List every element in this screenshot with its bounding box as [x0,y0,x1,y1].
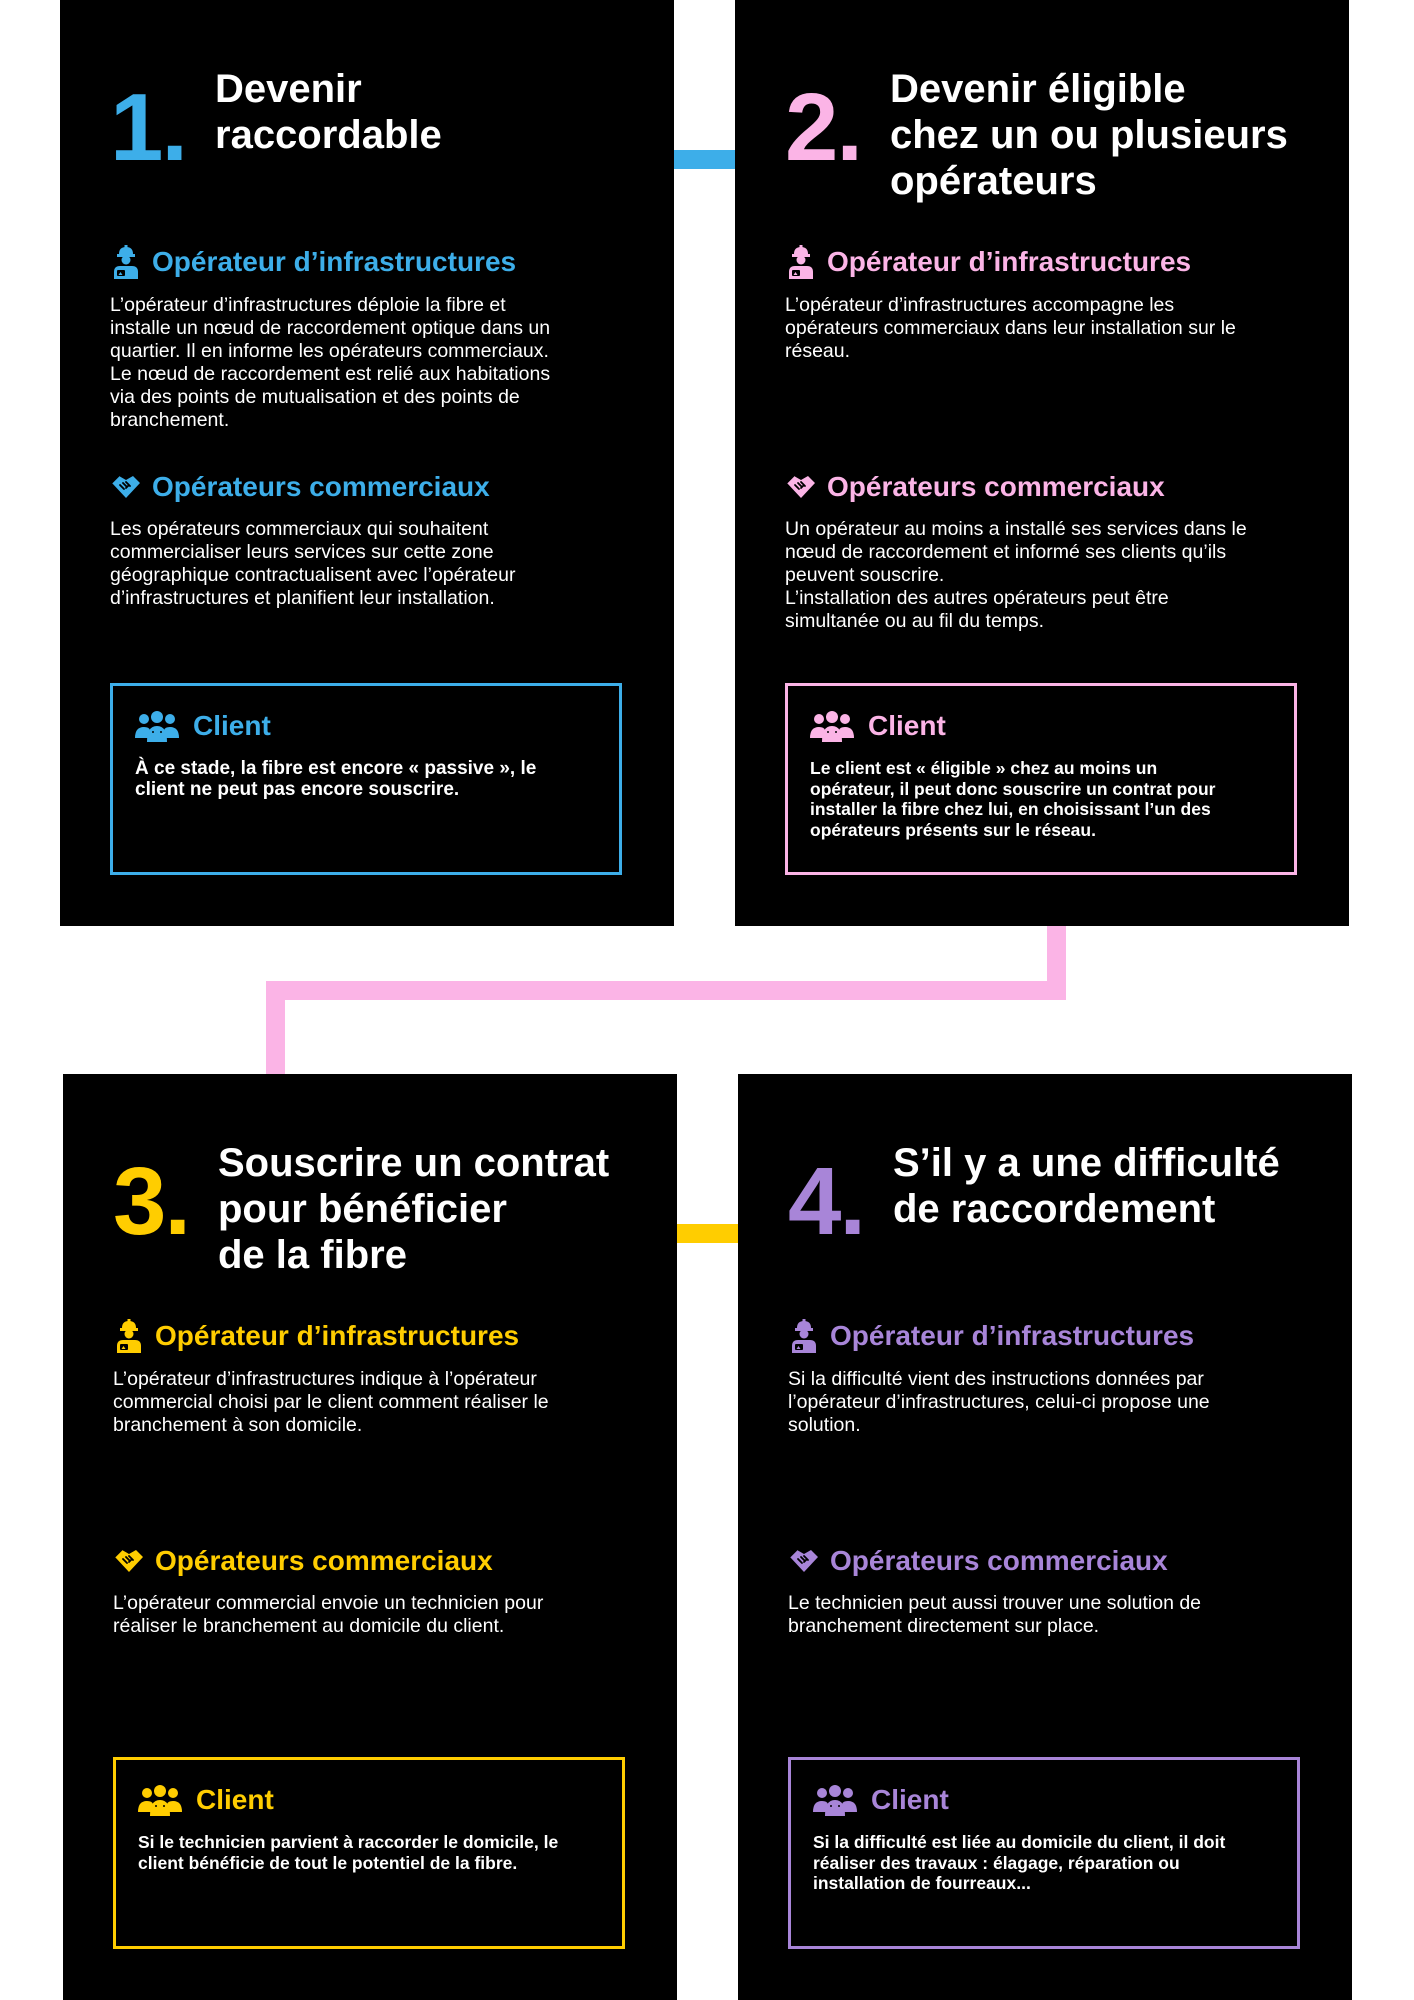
commercial-heading-label: Opérateurs commerciaux [827,471,1165,502]
client-text: Le client est « éligible » chez au moins un opérateur, il peut donc souscrire un contrat pour installer la fibre chez lui, en choisissant l’un des opérateurs présents sur le réseau. [810,758,1216,840]
commercial-heading [785,470,1165,504]
infra-heading-label: Opérateur d’infrastructures [155,1320,520,1351]
client-heading [138,1784,274,1816]
commercial-text: Les opérateurs commerciaux qui souhaitent commercialiser leurs services sur cette zone géographique contractualisent avec l’opérateur d’infrastructures et planifient leur installation. [110,518,516,609]
client-heading-label: Client [868,710,946,741]
client-box [110,683,622,875]
infra-heading-label: Opérateur d’infrastructures [152,246,517,277]
step-panel-4 [738,1074,1352,2000]
commercial-heading [113,1544,493,1578]
infra-heading [785,245,1191,279]
worker-helmet-icon [785,245,817,279]
client-text: Si le technicien parvient à raccorder le domicile, le client bénéficie de tout le potentiel de la fibre. [138,1832,559,1873]
infra-text: L’opérateur d’infrastructures indique à l’opérateur commercial choisi par le client comment réaliser le branchement à son domicile. [113,1368,549,1436]
step-panel-2 [735,0,1349,926]
connector-3-4 [676,1224,738,1243]
client-box [785,683,1297,875]
commercial-text: Le technicien peut aussi trouver une solution de branchement directement sur place. [788,1592,1202,1637]
connector-2-3-horizontal [266,981,1066,1000]
client-heading-label: Client [871,1784,949,1815]
worker-helmet-icon [788,1319,820,1353]
step-title: Devenir éligible chez un ou plusieurs opérateurs [890,67,1288,203]
client-text: Si la difficulté est liée au domicile du client, il doit réaliser des travaux : élagage, réparation ou installation de fourreaux... [813,1832,1226,1893]
client-heading-label: Client [193,710,271,741]
worker-helmet-icon [113,1319,145,1353]
client-box [788,1757,1300,1949]
infra-heading [113,1319,519,1353]
client-box [113,1757,625,1949]
infra-text: L’opérateur d’infrastructures accompagne les opérateurs commerciaux dans leur installation sur le réseau. [785,294,1236,362]
infra-heading [788,1319,1194,1353]
step-number: 3. [113,1148,190,1255]
client-heading [135,710,271,742]
commercial-heading [788,1544,1168,1578]
people-group-icon [813,1784,857,1816]
step-number: 1. [110,74,187,181]
worker-helmet-icon [110,245,142,279]
client-heading-label: Client [196,1784,274,1815]
step-title: S’il y a une difficulté de raccordement [893,1141,1280,1231]
commercial-heading [110,470,490,504]
commercial-text: Un opérateur au moins a installé ses services dans le nœud de raccordement et informé ses clients qu’ils peuvent souscrire. L’installation des autres opérateurs peut être simultanée ou au fil du temps. [785,518,1247,632]
connector-1-2 [673,150,735,169]
connector-2-3-vertical-left [266,981,285,1074]
handshake-icon [788,1544,820,1578]
step-panel-1 [60,0,674,926]
people-group-icon [810,710,854,742]
people-group-icon [138,1784,182,1816]
client-text: À ce stade, la fibre est encore « passive », le client ne peut pas encore souscrire. [135,758,537,800]
infra-text: Si la difficulté vient des instructions données par l’opérateur d’infrastructures, celui-ci propose une solution. [788,1368,1210,1436]
client-heading [810,710,946,742]
commercial-heading-label: Opérateurs commerciaux [830,1545,1168,1576]
handshake-icon [110,470,142,504]
step-number: 2. [785,74,862,181]
infra-heading-label: Opérateur d’infrastructures [830,1320,1195,1351]
infra-text: L’opérateur d’infrastructures déploie la fibre et installe un nœud de raccordement optique dans un quartier. Il en informe les opérateurs commerciaux. Le nœud de raccordement est relié aux habitations via des points de mutualisation et des points de branchement. [110,294,551,431]
infra-heading-label: Opérateur d’infrastructures [827,246,1192,277]
people-group-icon [135,710,179,742]
commercial-heading-label: Opérateurs commerciaux [152,471,490,502]
step-title: Devenir raccordable [215,67,442,157]
handshake-icon [785,470,817,504]
step-panel-3 [63,1074,677,2000]
infra-heading [110,245,516,279]
commercial-heading-label: Opérateurs commerciaux [155,1545,493,1576]
client-heading [813,1784,949,1816]
step-number: 4. [788,1148,865,1255]
commercial-text: L’opérateur commercial envoie un technicien pour réaliser le branchement au domicile du client. [113,1592,544,1637]
handshake-icon [113,1544,145,1578]
step-title: Souscrire un contrat pour bénéficier de la fibre [218,1141,610,1277]
